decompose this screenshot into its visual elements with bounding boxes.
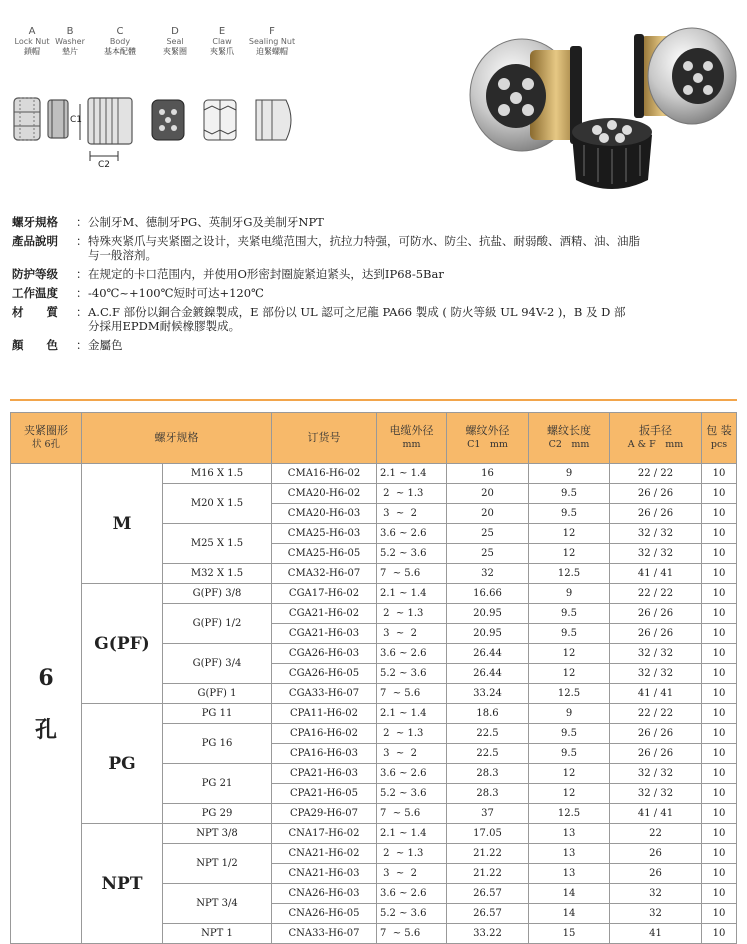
pcs-cell: 10 [702, 684, 737, 704]
product-photo [452, 10, 742, 195]
c1-cell: 33.22 [447, 924, 529, 944]
table-body [11, 464, 737, 944]
spec-label: 工作温度 [12, 286, 58, 300]
pcs-cell: 10 [702, 784, 737, 804]
c1-cell: 20.95 [447, 604, 529, 624]
thread-spec-cell: PG 16 [163, 724, 272, 764]
c1-cell: 20 [447, 484, 529, 504]
cable-cell: 3 ~ 2 [377, 864, 447, 884]
spec-value-continued: 分採用EPDM耐候橡膠製成。 [88, 319, 241, 333]
af-cell: 22 / 22 [610, 464, 702, 484]
c2-cell: 12 [529, 764, 610, 784]
pcs-cell: 10 [702, 924, 737, 944]
header-cell: 螺纹外径 C1 mm [447, 413, 529, 464]
cable-cell: 7 ~ 5.6 [377, 684, 447, 704]
c1-cell: 28.3 [447, 764, 529, 784]
order-cell: CGA26-H6-05 [272, 664, 377, 684]
spec-colon: ： [76, 267, 88, 281]
thread-spec-cell: PG 29 [163, 804, 272, 824]
c2-cell: 9.5 [529, 484, 610, 504]
spec-label: 產品說明 [12, 234, 58, 248]
pcs-cell: 10 [702, 584, 737, 604]
cable-cell: 3 ~ 2 [377, 504, 447, 524]
spec-value: -40℃~+100℃短时可达+120℃ [88, 286, 264, 300]
pcs-cell: 10 [702, 904, 737, 924]
af-cell: 22 [610, 824, 702, 844]
thread-group-cell: PG [82, 704, 163, 824]
cable-cell: 2.1 ~ 1.4 [377, 584, 447, 604]
order-cell: CPA11-H6-02 [272, 704, 377, 724]
af-cell: 26 / 26 [610, 504, 702, 524]
c1-cell: 17.05 [447, 824, 529, 844]
thread-group-cell: M [82, 464, 163, 584]
order-cell: CGA33-H6-07 [272, 684, 377, 704]
part-label-e: E Claw 夾緊爪 [210, 26, 234, 56]
table-row [11, 464, 737, 484]
header-cell: 扳手径 A & F mm [610, 413, 702, 464]
spec-label: 防护等级 [12, 267, 58, 281]
order-cell: CPA16-H6-02 [272, 724, 377, 744]
order-cell: CMA20-H6-02 [272, 484, 377, 504]
thread-spec-cell: G(PF) 1 [163, 684, 272, 704]
cable-cell: 2 ~ 1.3 [377, 484, 447, 504]
c2-cell: 9 [529, 584, 610, 604]
af-cell: 26 / 26 [610, 604, 702, 624]
c1-cell: 16 [447, 464, 529, 484]
c2-cell: 12.5 [529, 804, 610, 824]
hole-count-unit: 孔 [34, 716, 57, 743]
seal-drawing [152, 100, 184, 140]
pcs-cell: 10 [702, 464, 737, 484]
pcs-cell: 10 [702, 564, 737, 584]
sealing-nut-drawing [256, 100, 291, 140]
c1-cell: 26.57 [447, 904, 529, 924]
cable-cell: 2.1 ~ 1.4 [377, 704, 447, 724]
pcs-cell: 10 [702, 544, 737, 564]
af-cell: 32 / 32 [610, 644, 702, 664]
order-cell: CPA21-H6-05 [272, 784, 377, 804]
c1-cell: 22.5 [447, 724, 529, 744]
cable-cell: 2 ~ 1.3 [377, 724, 447, 744]
spec-value: 在规定的卡口范围内，并使用O形密封圈旋紧迫紧头，达到IP68-5Bar [88, 267, 444, 281]
spec-colon: ： [76, 305, 88, 319]
spec-label: 螺牙規格 [12, 215, 58, 229]
spec-value: 金屬色 [88, 338, 123, 352]
header-cell: 螺纹长度 C2 mm [529, 413, 610, 464]
spec-colon: ： [76, 234, 88, 248]
pcs-cell: 10 [702, 864, 737, 884]
c1-cell: 33.24 [447, 684, 529, 704]
af-cell: 32 / 32 [610, 784, 702, 804]
c1-dimension-label: C1 [70, 115, 83, 125]
order-cell: CGA21-H6-03 [272, 624, 377, 644]
thread-spec-cell: M20 X 1.5 [163, 484, 272, 524]
part-label-d: D Seal 夾緊圈 [163, 26, 187, 56]
c2-cell: 9 [529, 704, 610, 724]
c1-cell: 21.22 [447, 864, 529, 884]
af-cell: 26 / 26 [610, 624, 702, 644]
af-cell: 41 [610, 924, 702, 944]
af-cell: 32 / 32 [610, 764, 702, 784]
header-cell: 电缆外径 mm [377, 413, 447, 464]
pcs-cell: 10 [702, 664, 737, 684]
spec-value: 公制牙M、德制牙PG、英制牙G及美制牙NPT [88, 215, 324, 229]
c1-cell: 26.44 [447, 644, 529, 664]
c1-cell: 26.44 [447, 664, 529, 684]
spec-protection [12, 265, 737, 284]
header-cell: 夹紧圈形 状 6孔 [11, 413, 82, 464]
section-divider [10, 399, 737, 401]
c1-cell: 22.5 [447, 744, 529, 764]
spec-colon: ： [76, 338, 88, 352]
exploded-parts-diagram [0, 0, 320, 185]
c1-cell: 20.95 [447, 624, 529, 644]
c2-cell: 14 [529, 904, 610, 924]
order-cell: CNA26-H6-05 [272, 904, 377, 924]
c2-cell: 12 [529, 544, 610, 564]
cable-cell: 3 ~ 2 [377, 624, 447, 644]
cable-cell: 7 ~ 5.6 [377, 564, 447, 584]
order-cell: CNA21-H6-03 [272, 864, 377, 884]
c1-cell: 21.22 [447, 844, 529, 864]
table-row [11, 824, 737, 844]
order-cell: CNA33-H6-07 [272, 924, 377, 944]
c2-cell: 9.5 [529, 604, 610, 624]
order-cell: CGA21-H6-02 [272, 604, 377, 624]
c1-cell: 16.66 [447, 584, 529, 604]
spec-value: 特殊夾紧爪与夹紧圈之设计，夹紧电缆范围大，抗拉力特强，可防水、防尘、抗盐、耐弱酸、酒精、油、油脂 [88, 234, 640, 248]
thread-group-cell: NPT [82, 824, 163, 944]
hole-count-cell [11, 464, 82, 944]
cable-cell: 3.6 ~ 2.6 [377, 884, 447, 904]
pcs-cell: 10 [702, 764, 737, 784]
thread-spec-cell: NPT 3/4 [163, 884, 272, 924]
c2-dimension-label: C2 [98, 160, 111, 170]
order-cell: CPA21-H6-03 [272, 764, 377, 784]
c1-cell: 25 [447, 544, 529, 564]
spec-value-continued: 与一般溶剂。 [88, 248, 157, 262]
c2-cell: 15 [529, 924, 610, 944]
cable-cell: 3.6 ~ 2.6 [377, 764, 447, 784]
cable-cell: 5.2 ~ 3.6 [377, 544, 447, 564]
washer-drawing [48, 100, 68, 138]
c2-cell: 12 [529, 524, 610, 544]
thread-spec-cell: NPT 1/2 [163, 844, 272, 884]
af-cell: 26 / 26 [610, 484, 702, 504]
part-label-b: B Washer 墊片 [55, 26, 85, 56]
thread-spec-cell: M32 X 1.5 [163, 564, 272, 584]
cable-cell: 7 ~ 5.6 [377, 924, 447, 944]
c2-cell: 9.5 [529, 744, 610, 764]
order-cell: CMA25-H6-03 [272, 524, 377, 544]
pcs-cell: 10 [702, 724, 737, 744]
cable-cell: 3.6 ~ 2.6 [377, 644, 447, 664]
af-cell: 41 / 41 [610, 804, 702, 824]
part-label-a: A Lock Nut 鎖帽 [14, 26, 50, 56]
cable-cell: 2.1 ~ 1.4 [377, 464, 447, 484]
table-row [11, 704, 737, 724]
c2-cell: 12 [529, 664, 610, 684]
order-cell: CPA16-H6-03 [272, 744, 377, 764]
thread-spec-cell: G(PF) 1/2 [163, 604, 272, 644]
thread-spec-cell: M16 X 1.5 [163, 464, 272, 484]
header-cell: 包 装 pcs [702, 413, 737, 464]
c2-cell: 13 [529, 844, 610, 864]
pcs-cell: 10 [702, 744, 737, 764]
c1-cell: 28.3 [447, 784, 529, 804]
c1-cell: 37 [447, 804, 529, 824]
cable-cell: 3.6 ~ 2.6 [377, 524, 447, 544]
thread-spec-cell: G(PF) 3/8 [163, 584, 272, 604]
order-cell: CNA21-H6-02 [272, 844, 377, 864]
order-cell: CMA25-H6-05 [272, 544, 377, 564]
af-cell: 22 / 22 [610, 704, 702, 724]
thread-spec-cell: NPT 3/8 [163, 824, 272, 844]
order-cell: CMA32-H6-07 [272, 564, 377, 584]
c2-cell: 12 [529, 784, 610, 804]
body-drawing [80, 98, 132, 161]
order-cell: CPA29-H6-07 [272, 804, 377, 824]
cable-cell: 5.2 ~ 3.6 [377, 784, 447, 804]
claw-drawing [204, 100, 236, 140]
c1-cell: 26.57 [447, 884, 529, 904]
cable-cell: 2.1 ~ 1.4 [377, 824, 447, 844]
part-label-c: C Body 基本配體 [104, 26, 136, 56]
af-cell: 32 / 32 [610, 664, 702, 684]
spec-label: 顏 色 [12, 338, 58, 352]
af-cell: 26 [610, 864, 702, 884]
pcs-cell: 10 [702, 824, 737, 844]
c2-cell: 9.5 [529, 724, 610, 744]
specification-table [10, 412, 737, 944]
pcs-cell: 10 [702, 644, 737, 664]
c2-cell: 9 [529, 464, 610, 484]
cable-cell: 3 ~ 2 [377, 744, 447, 764]
c2-cell: 9.5 [529, 504, 610, 524]
table-header-row [11, 413, 737, 464]
spec-color [12, 336, 737, 355]
c1-cell: 18.6 [447, 704, 529, 724]
pcs-cell: 10 [702, 804, 737, 824]
c2-cell: 12.5 [529, 684, 610, 704]
hole-count-number: 6 [38, 664, 54, 691]
spec-colon: ： [76, 215, 88, 229]
pcs-cell: 10 [702, 484, 737, 504]
order-cell: CGA26-H6-03 [272, 644, 377, 664]
c1-cell: 32 [447, 564, 529, 584]
af-cell: 22 / 22 [610, 584, 702, 604]
pcs-cell: 10 [702, 844, 737, 864]
thread-spec-cell: NPT 1 [163, 924, 272, 944]
thread-group-cell: G(PF) [82, 584, 163, 704]
thread-spec-cell: M25 X 1.5 [163, 524, 272, 564]
thread-spec-cell: PG 11 [163, 704, 272, 724]
pcs-cell: 10 [702, 524, 737, 544]
order-cell: CNA17-H6-02 [272, 824, 377, 844]
c2-cell: 13 [529, 864, 610, 884]
c2-cell: 9.5 [529, 624, 610, 644]
spec-colon: ： [76, 286, 88, 300]
spec-temperature [12, 284, 737, 303]
thread-spec-cell: G(PF) 3/4 [163, 644, 272, 684]
cable-cell: 2 ~ 1.3 [377, 604, 447, 624]
cable-cell: 7 ~ 5.6 [377, 804, 447, 824]
pcs-cell: 10 [702, 504, 737, 524]
af-cell: 26 / 26 [610, 724, 702, 744]
spec-label: 材 質 [12, 305, 58, 319]
order-cell: CMA20-H6-03 [272, 504, 377, 524]
cable-cell: 5.2 ~ 3.6 [377, 904, 447, 924]
cable-cell: 5.2 ~ 3.6 [377, 664, 447, 684]
c1-cell: 25 [447, 524, 529, 544]
c2-cell: 12.5 [529, 564, 610, 584]
af-cell: 32 / 32 [610, 544, 702, 564]
table-row [11, 584, 737, 604]
order-cell: CGA17-H6-02 [272, 584, 377, 604]
c2-cell: 13 [529, 824, 610, 844]
cable-cell: 2 ~ 1.3 [377, 844, 447, 864]
pcs-cell: 10 [702, 624, 737, 644]
order-cell: CMA16-H6-02 [272, 464, 377, 484]
pcs-cell: 10 [702, 704, 737, 724]
spec-list [12, 213, 737, 355]
c1-cell: 20 [447, 504, 529, 524]
af-cell: 32 [610, 904, 702, 924]
af-cell: 41 / 41 [610, 684, 702, 704]
pcs-cell: 10 [702, 604, 737, 624]
c2-cell: 12 [529, 644, 610, 664]
spec-value: A.C.F 部份以銅合金鍍鎳製成，E 部份以 UL 認可之尼龍 PA66 製成 ( 防火等級 UL 94V-2 )，B 及 D 部 [88, 305, 626, 319]
part-label-f: F Sealing Nut 迫緊螺帽 [248, 26, 296, 56]
af-cell: 26 / 26 [610, 744, 702, 764]
lock-nut-drawing [14, 98, 40, 140]
af-cell: 26 [610, 844, 702, 864]
header-cell: 螺牙规格 [82, 413, 272, 464]
order-cell: CNA26-H6-03 [272, 884, 377, 904]
thread-spec-cell: PG 21 [163, 764, 272, 804]
af-cell: 32 [610, 884, 702, 904]
cable-gland-photo [452, 10, 742, 195]
af-cell: 32 / 32 [610, 524, 702, 544]
af-cell: 41 / 41 [610, 564, 702, 584]
spec-thread [12, 213, 737, 232]
pcs-cell: 10 [702, 884, 737, 904]
header-cell: 订货号 [272, 413, 377, 464]
c2-cell: 14 [529, 884, 610, 904]
